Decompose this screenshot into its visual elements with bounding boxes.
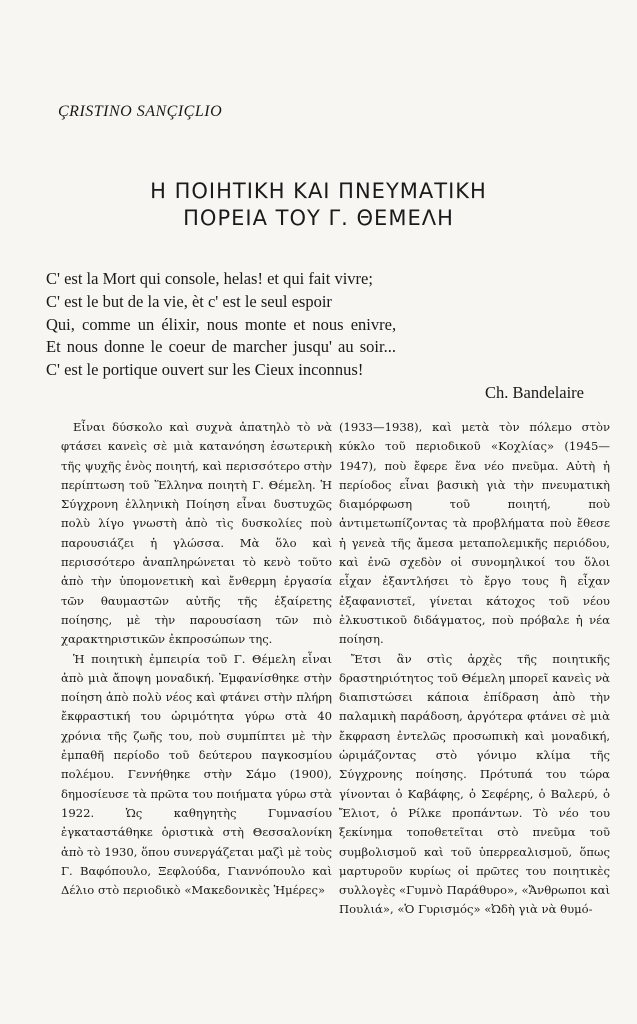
epigraph [46, 268, 586, 405]
body-paragraph: Εἶναι δύσκολο καὶ συχνὰ ἀπατηλὸ τὸ νὰ φτάσει κανεὶς σὲ μιὰ κατανόηση ἐσωτερικὴ τῆς ψυχῆς ἑνὸς ποιητή, καὶ περισσότερο στὴν περίπτωση τοῦ Ἕλληνα ποιητὴ Γ. Θέμελη. Ἡ Σύγχρονη ἑλληνικὴ Ποίηση εἶναι δυστυχῶς πολὺ λίγο γνωστὴ ἀπὸ τὶς δυσκολίες ποὺ παρουσιάζει ἡ γλώσσα. Μὰ ὅλο καὶ περισσότερο ἀναπληρώνεται τὸ κενὸ τοῦτο ἀπὸ τὴν ὑπομονετικὴ καὶ ἔνθερμη ἐργασία τῶν θαυμαστῶν αὐτῆς τῆς ἐξαίρετης ποίησης, μὲ τὴν παρουσίαση τῶν πιὸ χαρακτηριστικῶν ἐκπροσώπων της. [61, 420, 332, 647]
author-name: ÇRISTINO SANÇIÇLIO [58, 103, 223, 120]
epigraph-line: C' est le portique ouvert sur les Cieux inconnus! [46, 360, 364, 380]
body-column-left [61, 418, 332, 900]
body-paragraph: (1933—1938), καὶ μετὰ τὸν πόλεμο στὸν κύκλο τοῦ περιοδικοῦ «Κοχλίας» (1945—1947), ποὺ ἔφερε ἕνα νέο πνεῦμα. Αὐτὴ ἡ περίοδος εἶναι βασικὴ γιὰ τὴν πνευματικὴ διαμόρφωση τοῦ ποιητή, ποὺ ἀντιμετωπίζοντας τὰ προβλήματα ποὺ ἔθεσε ἡ γενεὰ τῆς ἄμεσα μεταπολεμικῆς περιόδου, καὶ ἐνῶ σχεδὸν οἱ συνομηλικοί του ὅλοι εἶχαν ἐξαντλήσει τὸ ἔργο τους ἢ εἶχαν ἐξαφανιστεῖ, γίνεται κάτοχος τοῦ νέου ἐλκυστικοῦ διδάγματος, ποὺ πρόβαλε ἡ νέα ποίηση. [339, 420, 610, 647]
title-line-2: ΠΟΡΕΙΑ ΤΟΥ Γ. ΘΕΜΕΛΗ [183, 206, 454, 230]
title-line-1: Η ΠΟΙΗΤΙΚΗ ΚΑΙ ΠΝΕΥΜΑΤΙΚΗ [150, 179, 487, 203]
body-paragraph: Ἡ ποιητικὴ ἐμπειρία τοῦ Γ. Θέμελη εἶναι ἀπὸ μιὰ ἄποψη μοναδική. Ἐμφανίσθηκε στὴν ποίηση ἀπὸ πολὺ νέος καὶ φτάνει στὴν πλήρη ἔκφραστική του ὡριμότητα γύρω στὰ 40 χρόνια τῆς ζωῆς του, ποὺ συμπίπτει μὲ τὴν ἐμπαθῆ περίοδο τοῦ δεύτερου παγκοσμίου πολέμου. Γεννήθηκε στὴν Σάμο (1900), δημοσίευσε τὰ πρῶτα του ποιήματα γύρω στὰ 1922. Ὡς καθηγητὴς Γυμνασίου ἐγκαταστάθηκε ὁριστικὰ στὴ Θεσσαλονίκη ἀπὸ τὸ 1930, ὅπου συνεργάζεται μαζὶ μὲ τοὺς Γ. Βαφόπουλο, Ξεφλούδα, Γιαννόπουλο καὶ Δέλιο στὸ περιοδικὸ «Μακεδονικὲς Ἡμέρες» [61, 651, 332, 898]
article-title [0, 178, 637, 232]
epigraph-line: C' est la Mort qui console, helas! et qui fait vivre; [46, 269, 373, 288]
body-column-right [339, 418, 610, 920]
body-paragraph: Ἔτσι ἂν στὶς ἀρχὲς τῆς ποιητικῆς δραστηριότητος τοῦ Θέμελη μπορεῖ κανεὶς νὰ διαπιστώσει κάποια ἐπίδραση ἀπὸ τὴν παλαμικὴ παράδοση, ἀργότερα φτάνει σὲ μιὰ ἔκφραση ἐντελῶς προσωπικὴ καὶ μοναδική, ὡριμάζοντας στὸ γόνιμο κλίμα τῆς Σύγχρονης ποίησης. Πρότυπά του τώρα γίνονται ὁ Καβάφης, ὁ Σεφέρης, ὁ Βαλερύ, ὁ Ἔλιοτ, ὁ Ρίλκε προπάντων. Τὸ νέο του ξεκίνημα τοποθετεῖται στὸ πνεῦμα τοῦ συμβολισμοῦ καὶ τοῦ ὑπερρεαλισμοῦ, ὅπως μαρτυροῦν κυρίως οἱ πρῶτες του ποιητικὲς συλλογὲς «Γυμνὸ Παράθυρο», «Ἄνθρωποι καὶ Πουλιά», «Ὁ Γυρισμός» «Ὠδὴ γιὰ νὰ θυμό- [339, 651, 610, 917]
epigraph-line: Et nous donne le coeur de marcher jusqu' au soir... [46, 337, 396, 357]
epigraph-line: C' est le but de la vie, èt c' est le seul espoir [46, 291, 332, 311]
epigraph-line: Qui, comme un élixir, nous monte et nous enivre, [46, 314, 397, 334]
epigraph-signature: Ch. Bandelaire [485, 382, 584, 402]
